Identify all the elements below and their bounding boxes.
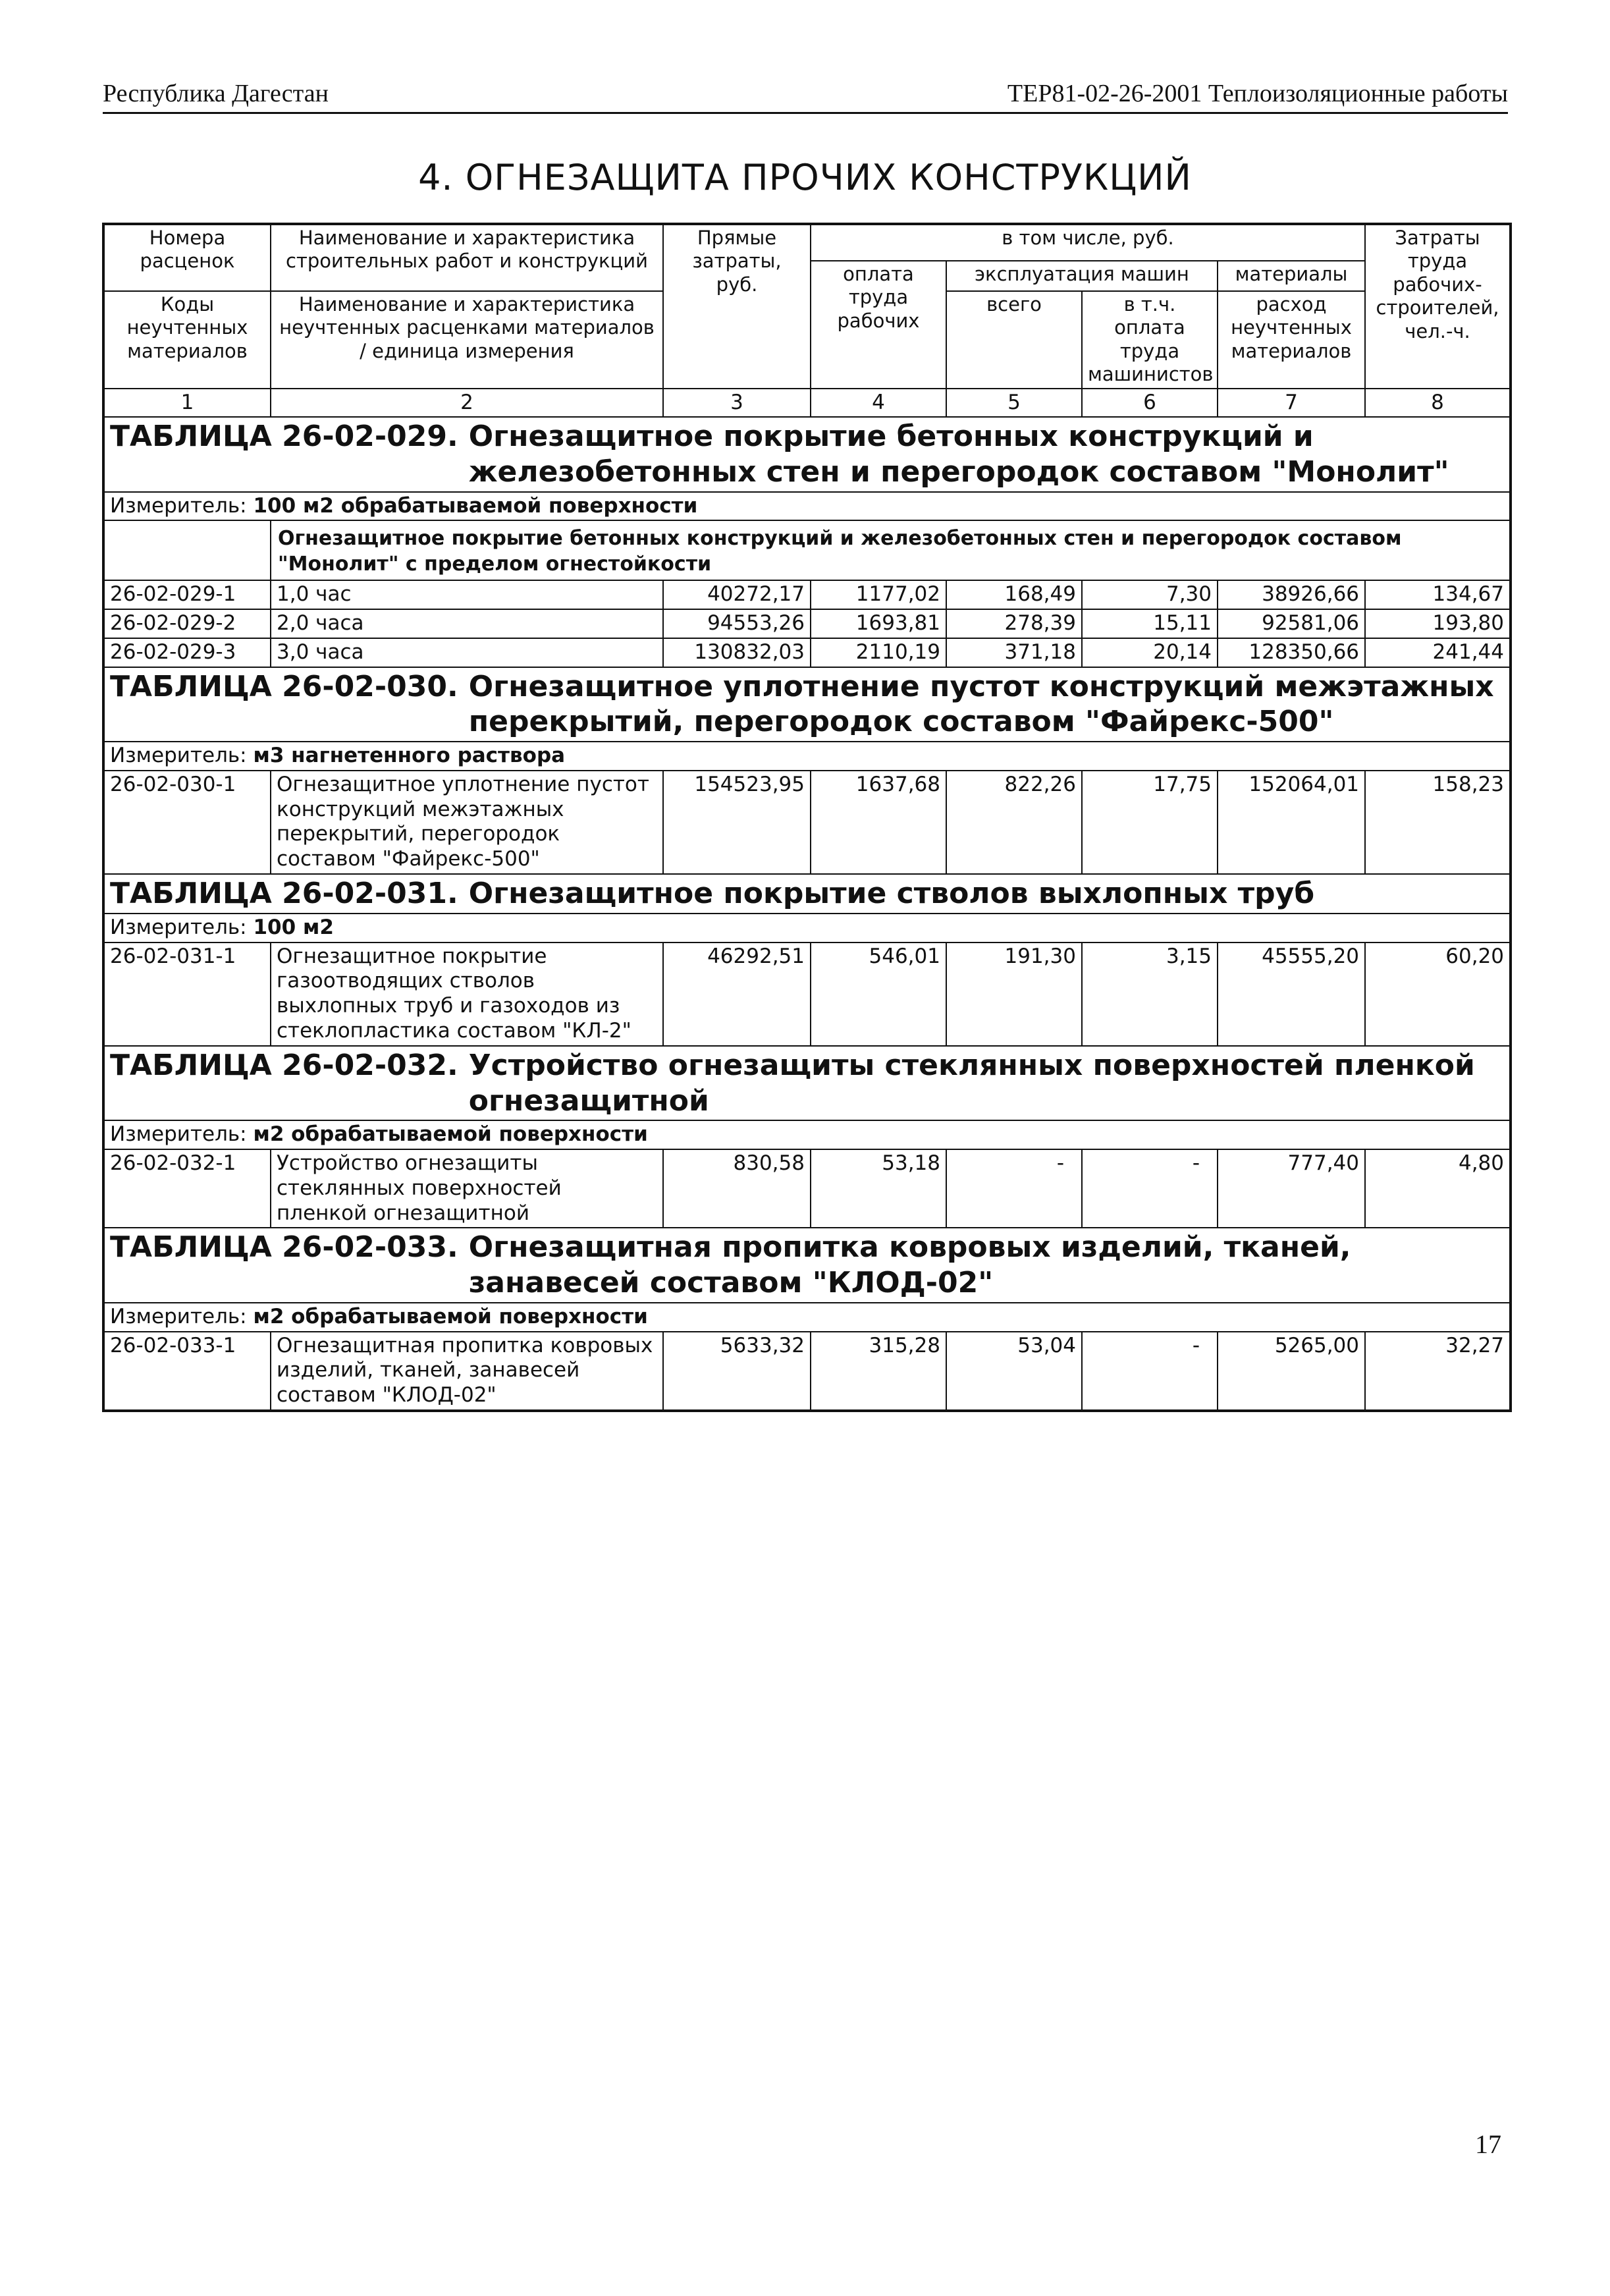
labor-hours: 32,27 — [1365, 1332, 1511, 1411]
work-name: Огнезащитная пропитка ковровых изделий, тканей, занавесей составом "КЛОД-02" — [271, 1332, 663, 1411]
labor-hours: 134,67 — [1365, 580, 1511, 609]
machine-cost: 168,49 — [946, 580, 1082, 609]
labor-hours: 241,44 — [1365, 638, 1511, 667]
table-heading-wrap — [110, 1230, 1504, 1300]
labor-cost: 315,28 — [811, 1332, 946, 1411]
column-number: 1 — [103, 389, 271, 418]
table-title: Огнезащитное уплотнение пустот конструкций межэтажных перекрытий, перегородок составом "Файрекс-500" — [468, 669, 1494, 739]
subheading-text: Огнезащитное покрытие бетонных конструкций и железобетонных стен и перегородок составом "Монолит" с пределом огнестойкости — [271, 520, 1511, 580]
work-name: 2,0 часа — [271, 609, 663, 638]
table-heading-row — [103, 667, 1511, 742]
operator-labor-cost: 17,75 — [1082, 771, 1218, 874]
page-number: 17 — [1475, 2129, 1501, 2159]
rate-code: 26-02-032-1 — [103, 1149, 271, 1228]
table-heading-row — [103, 1046, 1511, 1120]
column-number-row — [103, 389, 1511, 418]
col2-top-header: Наименование и характеристика строительных работ и конструкций — [271, 224, 663, 291]
materials-cost: 38926,66 — [1218, 580, 1365, 609]
machine-cost: 191,30 — [946, 943, 1082, 1046]
rate-code: 26-02-029-3 — [103, 638, 271, 667]
direct-cost: 94553,26 — [663, 609, 811, 638]
operator-labor-cost: 15,11 — [1082, 609, 1218, 638]
table-heading-row — [103, 417, 1511, 491]
measure-label: Измеритель: — [110, 915, 247, 939]
column-number: 3 — [663, 389, 811, 418]
table-row — [103, 1149, 1511, 1228]
work-name: 3,0 часа — [271, 638, 663, 667]
measure-unit: м3 нагнетенного раствора — [253, 744, 566, 768]
table-heading — [103, 1228, 1511, 1302]
labor-hours: 193,80 — [1365, 609, 1511, 638]
machine-cost: 53,04 — [946, 1332, 1082, 1411]
direct-cost: 154523,95 — [663, 771, 811, 874]
measure-unit: 100 м2 обрабатываемой поверхности — [253, 493, 698, 518]
included-group-header: в том числе, руб. — [811, 224, 1365, 261]
table-number: ТАБЛИЦА 26-02-029. — [110, 420, 458, 454]
labor-hours: 158,23 — [1365, 771, 1511, 874]
header-region: Республика Дагестан — [103, 80, 329, 107]
subheading-blank — [103, 520, 271, 580]
rate-code: 26-02-029-2 — [103, 609, 271, 638]
measure-cell — [103, 742, 1511, 771]
column-number: 4 — [811, 389, 946, 418]
table-heading-wrap — [110, 1048, 1504, 1118]
labor-hours: 60,20 — [1365, 943, 1511, 1046]
table-heading-row — [103, 874, 1511, 914]
column-number: 5 — [946, 389, 1082, 418]
measure-row — [103, 492, 1511, 521]
table-row — [103, 638, 1511, 667]
column-number: 8 — [1365, 389, 1511, 418]
operator-labor-cost: 20,14 — [1082, 638, 1218, 667]
table-row — [103, 943, 1511, 1046]
direct-cost: 830,58 — [663, 1149, 811, 1228]
operator-labor-cost: 7,30 — [1082, 580, 1218, 609]
table-heading — [103, 667, 1511, 742]
col5-header: всего — [946, 291, 1082, 389]
column-number: 6 — [1082, 389, 1218, 418]
measure-unit: 100 м2 — [253, 915, 334, 939]
header-document-code: ТЕР81-02-26-2001 Теплоизоляционные работы — [1007, 80, 1508, 107]
machine-cost: 822,26 — [946, 771, 1082, 874]
machine-cost: 278,39 — [946, 609, 1082, 638]
operator-labor-cost: - — [1082, 1149, 1218, 1228]
col4-header: оплата труда рабочих — [811, 261, 946, 389]
labor-cost: 1637,68 — [811, 771, 946, 874]
machine-cost: - — [946, 1149, 1082, 1228]
materials-cost: 92581,06 — [1218, 609, 1365, 638]
col8-header: Затраты труда рабочих-строителей, чел.-ч. — [1365, 224, 1511, 389]
work-name: 1,0 час — [271, 580, 663, 609]
materials-header: материалы — [1218, 261, 1365, 291]
machine-cost: 371,18 — [946, 638, 1082, 667]
rate-code: 26-02-033-1 — [103, 1332, 271, 1411]
direct-cost: 130832,03 — [663, 638, 811, 667]
col7-header: расход неучтенных материалов — [1218, 291, 1365, 389]
table-title: Устройство огнезащиты стеклянных поверхностей пленкой огнезащитной — [468, 1048, 1475, 1118]
rate-code: 26-02-031-1 — [103, 943, 271, 1046]
table-heading — [103, 417, 1511, 491]
table-row — [103, 609, 1511, 638]
direct-cost: 40272,17 — [663, 580, 811, 609]
labor-cost: 2110,19 — [811, 638, 946, 667]
running-header — [103, 71, 1508, 114]
measure-label: Измеритель: — [110, 1304, 247, 1328]
table-title: Огнезащитное покрытие бетонных конструкций и железобетонных стен и перегородок составом "Монолит" — [468, 420, 1449, 489]
table-row — [103, 771, 1511, 874]
labor-hours: 4,80 — [1365, 1149, 1511, 1228]
table-heading — [103, 1046, 1511, 1120]
table-number: ТАБЛИЦА 26-02-033. — [110, 1230, 458, 1265]
work-name: Устройство огнезащиты стеклянных поверхностей пленкой огнезащитной — [271, 1149, 663, 1228]
col2-bottom-header: Наименование и характеристика неучтенных расценками материалов / единица измерения — [271, 291, 663, 389]
table-row — [103, 580, 1511, 609]
measure-label: Измеритель: — [110, 744, 247, 768]
subheading-row — [103, 520, 1511, 580]
table-title: Огнезащитное покрытие стволов выхлопных труб — [468, 877, 1315, 911]
table-number: ТАБЛИЦА 26-02-030. — [110, 669, 458, 703]
operator-labor-cost: 3,15 — [1082, 943, 1218, 1046]
col1-top-header: Номера расценок — [103, 224, 271, 291]
labor-cost: 1177,02 — [811, 580, 946, 609]
col3-header: Прямые затраты, руб. — [663, 224, 811, 389]
measure-row — [103, 742, 1511, 771]
rate-code: 26-02-029-1 — [103, 580, 271, 609]
column-number: 2 — [271, 389, 663, 418]
measure-cell — [103, 914, 1511, 943]
measure-row — [103, 1120, 1511, 1149]
measure-cell — [103, 1303, 1511, 1332]
operator-labor-cost: - — [1082, 1332, 1218, 1411]
column-number: 7 — [1218, 389, 1365, 418]
table-heading-wrap — [110, 419, 1504, 489]
measure-row — [103, 1303, 1511, 1332]
table-heading-wrap — [110, 669, 1504, 740]
table-heading-row — [103, 1228, 1511, 1302]
labor-cost: 546,01 — [811, 943, 946, 1046]
table-title: Огнезащитная пропитка ковровых изделий, тканей, занавесей составом "КЛОД-02" — [468, 1230, 1351, 1300]
col1-bottom-header: Коды неучтенных материалов — [103, 291, 271, 389]
labor-cost: 53,18 — [811, 1149, 946, 1228]
materials-cost: 128350,66 — [1218, 638, 1365, 667]
direct-cost: 5633,32 — [663, 1332, 811, 1411]
work-name: Огнезащитное уплотнение пустот конструкций межэтажных перекрытий, перегородок составом "Файрекс-500" — [271, 771, 663, 874]
col6-header: в т.ч. оплата труда машинистов — [1082, 291, 1218, 389]
labor-cost: 1693,81 — [811, 609, 946, 638]
materials-cost: 45555,20 — [1218, 943, 1365, 1046]
table-number: ТАБЛИЦА 26-02-031. — [110, 877, 458, 911]
measure-unit: м2 обрабатываемой поверхности — [253, 1122, 648, 1147]
table-heading-wrap — [110, 876, 1504, 912]
materials-cost: 5265,00 — [1218, 1332, 1365, 1411]
measure-cell — [103, 492, 1511, 521]
rates-table — [102, 223, 1512, 1412]
materials-cost: 777,40 — [1218, 1149, 1365, 1228]
table-heading — [103, 874, 1511, 914]
measure-label: Измеритель: — [110, 493, 247, 518]
materials-cost: 152064,01 — [1218, 771, 1365, 874]
rate-code: 26-02-030-1 — [103, 771, 271, 874]
work-name: Огнезащитное покрытие газоотводящих стволов выхлопных труб и газоходов из стеклопластика составом "КЛ-2" — [271, 943, 663, 1046]
measure-row — [103, 914, 1511, 943]
machines-header: эксплуатация машин — [946, 261, 1218, 291]
table-row — [103, 1332, 1511, 1411]
measure-label: Измеритель: — [110, 1122, 247, 1147]
section-title: 4. ОГНЕЗАЩИТА ПРОЧИХ КОНСТРУКЦИЙ — [418, 157, 1192, 198]
measure-cell — [103, 1120, 1511, 1149]
measure-unit: м2 обрабатываемой поверхности — [253, 1304, 648, 1328]
direct-cost: 46292,51 — [663, 943, 811, 1046]
table-number: ТАБЛИЦА 26-02-032. — [110, 1048, 458, 1082]
